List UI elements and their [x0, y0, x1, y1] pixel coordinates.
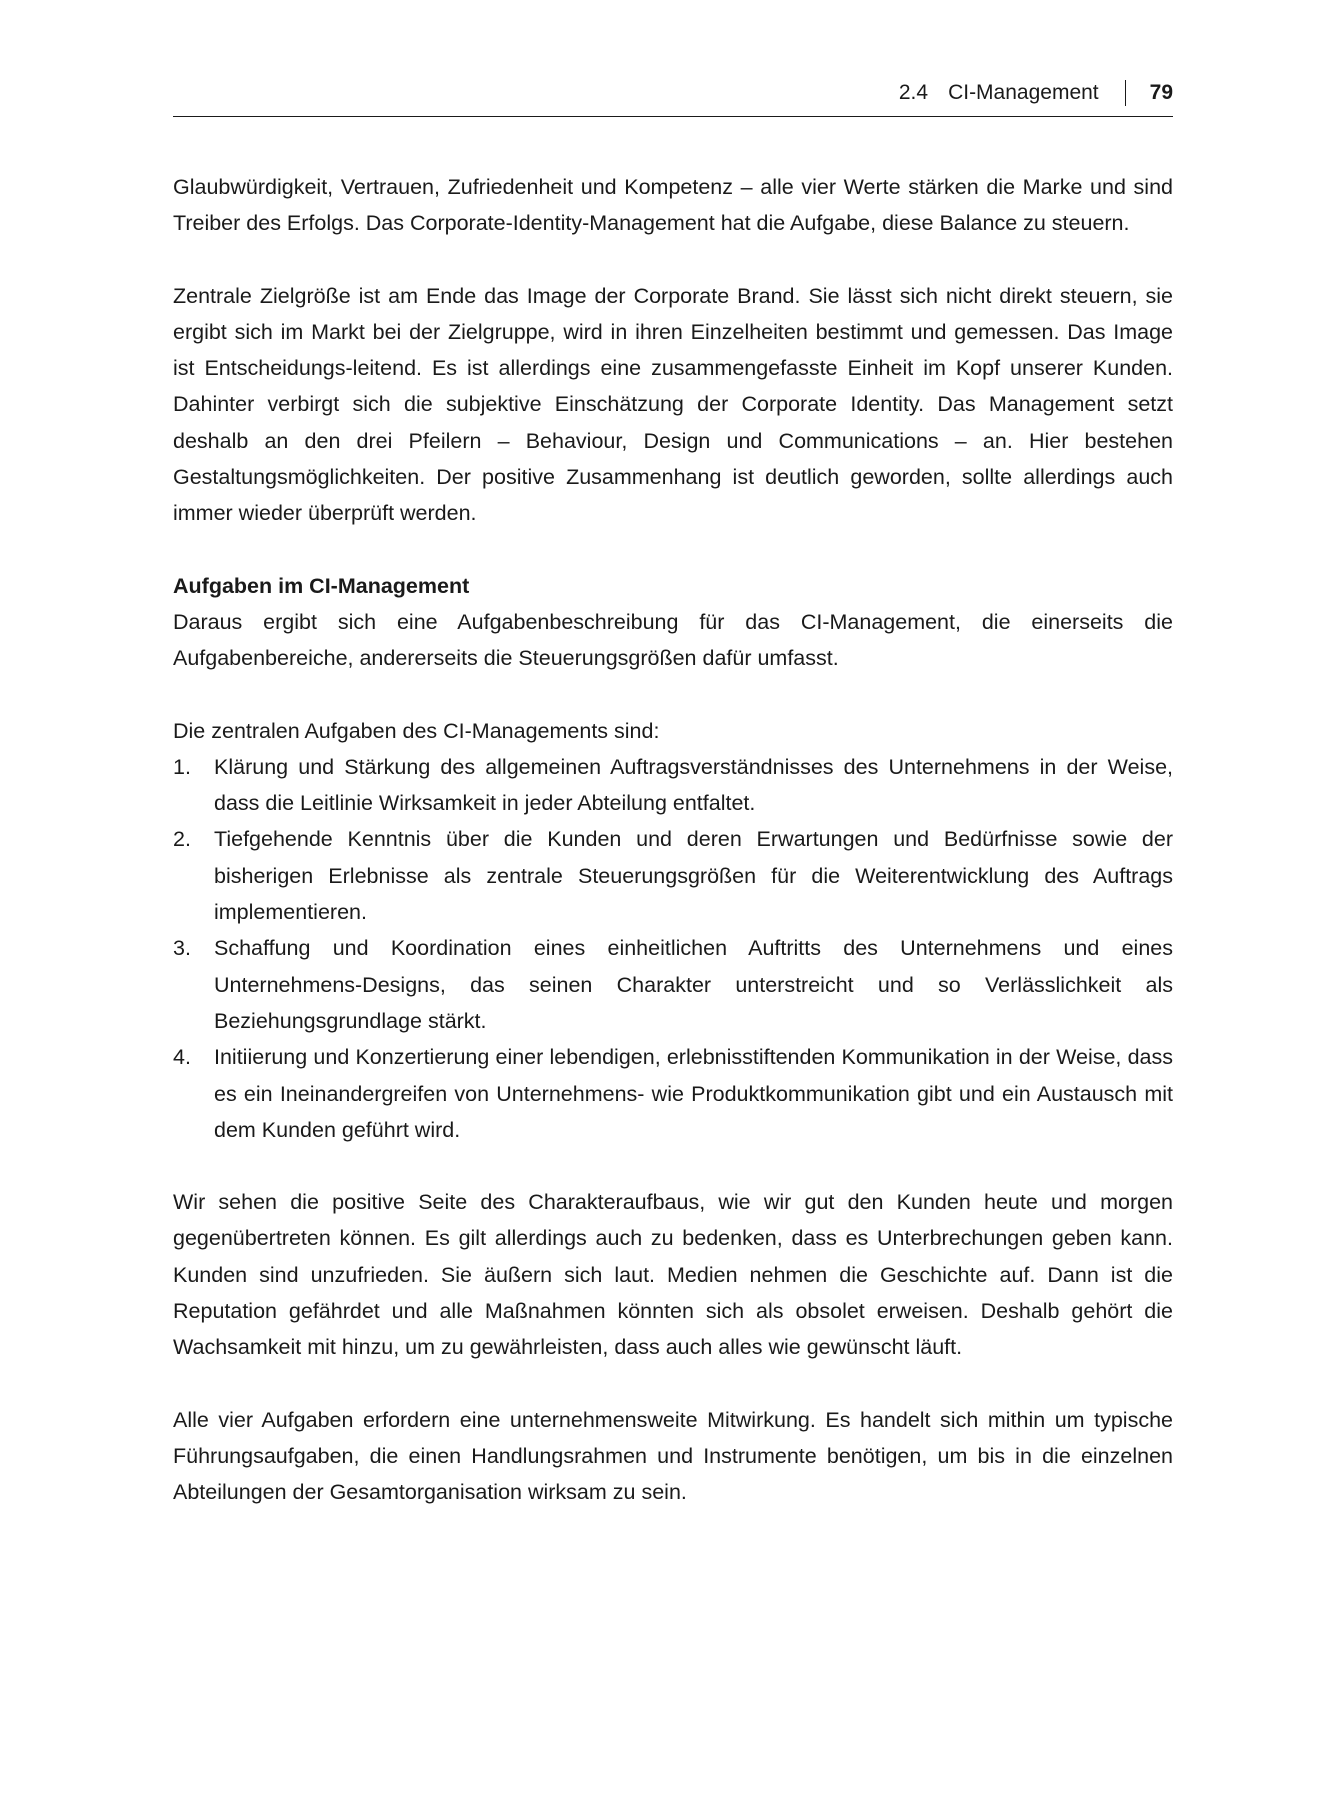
header-divider: [1125, 80, 1126, 106]
header-rule: [173, 116, 1173, 117]
paragraph-1: Glaubwürdigkeit, Vertrauen, Zufriedenheit und Kompetenz – alle vier Werte stärken die Marke und sind Treiber des Erfolgs. Das Corporate-Identity-Management hat die Aufgabe, diese Balance zu steuern.: [173, 175, 1173, 236]
list-item: [173, 930, 1173, 1039]
subheading: Aufgaben im CI-Management: [173, 573, 470, 598]
running-header: [173, 78, 1173, 108]
list-item-text: Initiierung und Konzertierung einer lebendigen, erlebnisstiftenden Kommunikation in der Weise, dass es ein Ineinandergreifen von Unternehmens- wie Produktkommunikation gibt und ein Austausch mit dem Kunden geführt wird.: [214, 1045, 1173, 1142]
header-right: [899, 78, 1173, 108]
list-intro: Die zentralen Aufgaben des CI-Managements sind:: [173, 718, 660, 743]
page-number: 79: [1149, 81, 1173, 104]
task-list: [173, 749, 1173, 1148]
list-item: [173, 1039, 1173, 1148]
paragraph-4: Wir sehen die positive Seite des Charakteraufbaus, wie wir gut den Kunden heute und morgen gegenübertreten können. Es gilt allerdings auch zu bedenken, dass es Unterbrechungen geben kann. Kunden sind unzufrieden. Sie äußern sich laut. Medien nehmen die Geschichte auf. Dann ist die Reputation gefährdet und alle Maßnahmen könnten sich als obsolet erweisen. Deshalb gehört die Wachsamkeit mit hinzu, um zu gewährleisten, dass auch alles wie gewünscht läuft.: [173, 1190, 1173, 1360]
page-body: [173, 169, 1173, 1547]
list-item-number: 4.: [173, 1045, 191, 1070]
list-item-number: 1.: [173, 754, 191, 779]
paragraph-5: Alle vier Aufgaben erfordern eine unternehmensweite Mitwirkung. Es handelt sich mithin um typische Führungsaufgaben, die einen Handlungsrahmen und Instrumente benötigen, um bis in die einzelnen Abteilungen der Gesamtorganisation wirksam zu sein.: [173, 1407, 1173, 1505]
list-item-text: Schaffung und Koordination eines einheitlichen Auftritts des Unternehmens und eines Unternehmens-Designs, das seinen Charakter unterstreicht und so Verlässlichkeit als Beziehungsgrundlage stärkt.: [214, 936, 1173, 1033]
list-item-number: 3.: [173, 936, 191, 961]
section-title: CI-Management: [948, 81, 1099, 104]
list-item-text: Klärung und Stärkung des allgemeinen Auftragsverständnisses des Unternehmens in der Weise, dass die Leitlinie Wirksamkeit in jeder Abteilung entfaltet.: [214, 754, 1173, 816]
section-number: 2.4: [898, 81, 929, 104]
list-item: [173, 749, 1173, 822]
list-item-text: Tiefgehende Kenntnis über die Kunden und deren Erwartungen und Bedürfnisse sowie der bisherigen Erlebnisse als zentrale Steuerungsgrößen für die Weiterentwicklung des Auftrags implementieren.: [214, 827, 1173, 925]
paragraph-3: Daraus ergibt sich eine Aufgabenbeschreibung für das CI-Management, die einerseits die Aufgabenbereiche, andererseits die Steuerungsgrößen dafür umfasst.: [173, 609, 1173, 671]
paragraph-2: Zentrale Zielgröße ist am Ende das Image der Corporate Brand. Sie lässt sich nicht direkt steuern, sie ergibt sich im Markt bei der Zielgruppe, wird in ihren Einzelheiten bestimmt und gemessen. Das Image ist Entscheidungs-leitend. Es ist allerdings eine zusammengefasste Einheit im Kopf unserer Kunden. Dahinter verbirgt sich die subjektive Einschätzung der Corporate Identity. Das Management setzt deshalb an den drei Pfeilern – Behaviour, Design und Communications – an. Hier bestehen Gestaltungsmöglichkeiten. Der positive Zusammenhang ist deutlich geworden, sollte allerdings auch immer wieder überprüft werden.: [173, 283, 1173, 526]
list-item-number: 2.: [173, 827, 191, 852]
list-item: [173, 821, 1173, 930]
